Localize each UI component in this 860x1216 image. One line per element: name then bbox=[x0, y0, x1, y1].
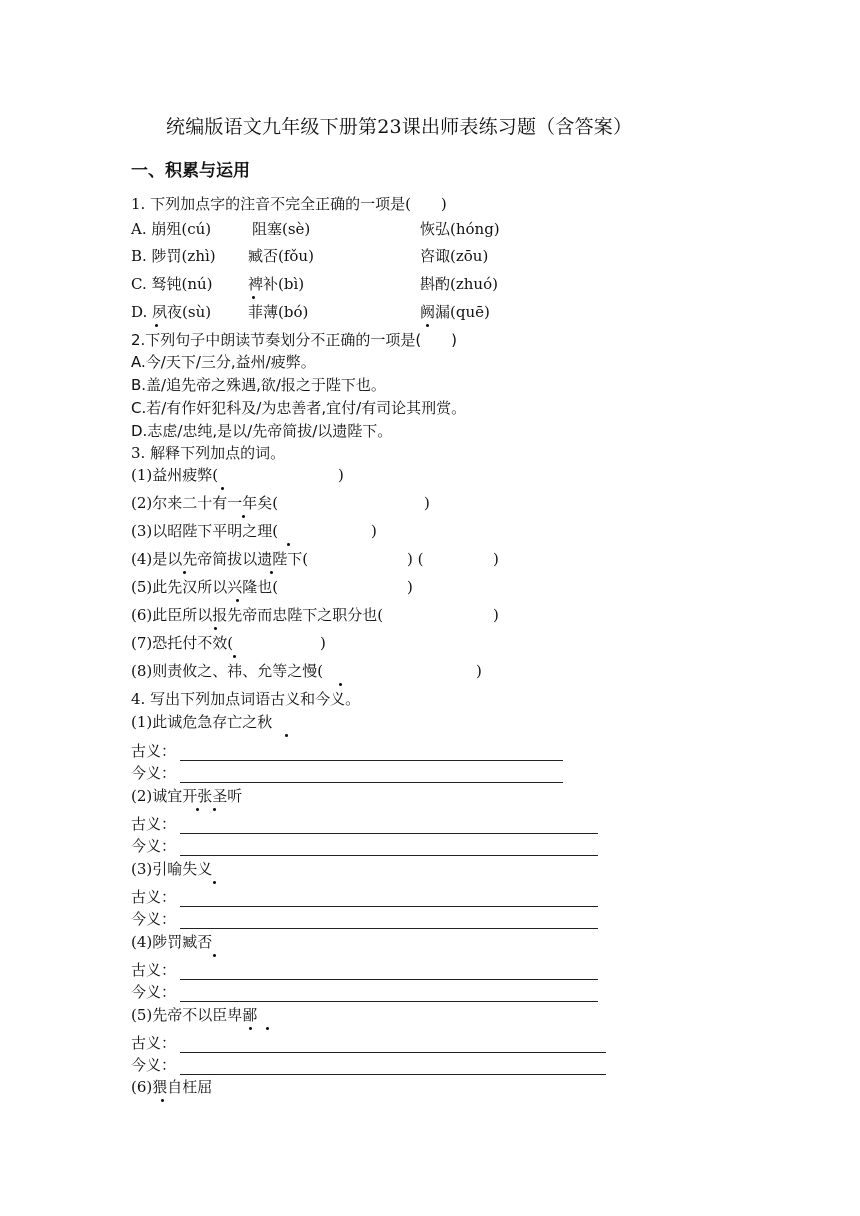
emphasis-dot bbox=[252, 296, 255, 299]
q3-item-5: (5)此先汉所以兴隆也( bbox=[131, 578, 279, 596]
q4-3-modern-label: 今义： bbox=[131, 910, 177, 928]
q1-option-c-2: 裨补(bì) bbox=[248, 275, 305, 293]
q4-1-modern-label: 今义： bbox=[131, 764, 177, 782]
q4-1-ancient-answer-line[interactable] bbox=[180, 760, 563, 761]
q4-5-ancient-label: 古义： bbox=[131, 1034, 177, 1052]
q3-item-2-close: ) bbox=[424, 494, 430, 512]
emphasis-dot bbox=[161, 1099, 164, 1102]
emphasis-dot bbox=[183, 571, 186, 574]
q4-2-ancient-answer-line[interactable] bbox=[180, 833, 598, 834]
emphasis-dot bbox=[221, 487, 224, 490]
q4-3-modern-answer-line[interactable] bbox=[180, 928, 598, 929]
q1-option-b-1: B. 陟罚(zhì) bbox=[131, 247, 216, 265]
q4-5-ancient-answer-line[interactable] bbox=[180, 1052, 606, 1053]
emphasis-dot bbox=[287, 543, 290, 546]
emphasis-dot bbox=[270, 571, 273, 574]
emphasis-dot bbox=[155, 324, 158, 327]
q4-5-modern-label: 今义： bbox=[131, 1056, 177, 1074]
q3-item-5-close: ) bbox=[407, 578, 413, 596]
q4-2-modern-answer-line[interactable] bbox=[180, 855, 598, 856]
q1-option-b-2: 臧否(fǒu) bbox=[248, 247, 314, 265]
emphasis-dot bbox=[213, 954, 216, 957]
emphasis-dot bbox=[426, 324, 429, 327]
q1-option-b-3: 咨诹(zōu) bbox=[420, 247, 489, 265]
q1-option-c-3: 斟酌(zhuó) bbox=[420, 275, 498, 293]
q4-1-ancient-label: 古义： bbox=[131, 742, 177, 760]
emphasis-dot bbox=[236, 599, 239, 602]
q3-item-1-close: ) bbox=[338, 466, 344, 484]
question-1-stem: 1. 下列加点字的注音不完全正确的一项是( ) bbox=[131, 195, 447, 213]
q4-3-ancient-label: 古义： bbox=[131, 888, 177, 906]
q1-option-d-1: D. 夙夜(sù) bbox=[131, 303, 212, 321]
q4-1-modern-answer-line[interactable] bbox=[180, 782, 563, 783]
emphasis-dot bbox=[196, 808, 199, 811]
q4-item-4: (4)陟罚臧否 bbox=[131, 933, 213, 951]
q1-option-c-1: C. 驽钝(nú) bbox=[131, 275, 213, 293]
q1-option-d-2: 菲薄(bó) bbox=[248, 303, 309, 321]
q1-option-a-1: A. 崩殂(cú) bbox=[131, 220, 212, 238]
emphasis-dot bbox=[213, 808, 216, 811]
q3-item-6-close: ) bbox=[493, 606, 499, 624]
section-heading: 一、积累与运用 bbox=[131, 161, 250, 181]
q1-option-d-3: 阙漏(quē) bbox=[420, 303, 490, 321]
q4-4-ancient-answer-line[interactable] bbox=[180, 979, 598, 980]
q3-item-8: (8)则责攸之、祎、允等之慢( bbox=[131, 662, 324, 680]
emphasis-dot bbox=[214, 627, 217, 630]
question-2-stem: 2.下列句子中朗读节奏划分不正确的一项是( ) bbox=[131, 331, 458, 349]
q3-item-4-close: ) bbox=[493, 550, 499, 568]
q3-item-4-mid: ) ( bbox=[407, 550, 424, 568]
q3-item-7-close: ) bbox=[320, 634, 326, 652]
q3-item-8-close: ) bbox=[476, 662, 482, 680]
q3-item-3: (3)以昭陛下平明之理( bbox=[131, 522, 279, 540]
emphasis-dot bbox=[213, 881, 216, 884]
q1-option-a-3: 恢弘(hóng) bbox=[420, 220, 500, 238]
q2-option-d: D.志虑/忠纯,是以/先帝简拔/以遗陛下。 bbox=[131, 422, 393, 440]
q2-option-c: C.若/有作奸犯科及/为忠善者,宜付/有司论其刑赏。 bbox=[131, 399, 467, 417]
emphasis-dot bbox=[339, 683, 342, 686]
q3-item-4: (4)是以先帝简拔以遗陛下( bbox=[131, 550, 309, 568]
emphasis-dot bbox=[242, 515, 245, 518]
q3-item-2: (2)尔来二十有一年矣( bbox=[131, 494, 279, 512]
q4-4-modern-answer-line[interactable] bbox=[180, 1001, 598, 1002]
q2-option-a: A.今/天下/三分,益州/疲弊。 bbox=[131, 353, 316, 371]
q3-item-7: (7)恐托付不效( bbox=[131, 634, 234, 652]
q3-item-6: (6)此臣所以报先帝而忠陛下之职分也( bbox=[131, 606, 384, 624]
q1-option-a-2: 阻塞(sè) bbox=[252, 220, 311, 238]
q3-item-3-close: ) bbox=[371, 522, 377, 540]
q4-3-ancient-answer-line[interactable] bbox=[180, 906, 598, 907]
q4-item-2: (2)诚宜开张圣听 bbox=[131, 787, 243, 805]
question-3-stem: 3. 解释下列加点的词。 bbox=[131, 444, 286, 462]
q4-4-ancient-label: 古义： bbox=[131, 961, 177, 979]
emphasis-dot bbox=[266, 1027, 269, 1030]
q4-2-modern-label: 今义： bbox=[131, 837, 177, 855]
q3-item-1: (1)益州疲弊( bbox=[131, 466, 219, 484]
emphasis-dot bbox=[233, 655, 236, 658]
q2-option-b: B.盖/追先帝之殊遇,欲/报之于陛下也。 bbox=[131, 376, 386, 394]
emphasis-dot bbox=[285, 734, 288, 737]
q4-item-3: (3)引喻失义 bbox=[131, 860, 213, 878]
question-4-stem: 4. 写出下列加点词语古义和今义。 bbox=[131, 690, 361, 708]
q4-2-ancient-label: 古义： bbox=[131, 815, 177, 833]
q4-item-1: (1)此诚危急存亡之秋 bbox=[131, 713, 273, 731]
emphasis-dot bbox=[249, 1027, 252, 1030]
q4-item-5: (5)先帝不以臣卑鄙 bbox=[131, 1006, 258, 1024]
document-title: 统编版语文九年级下册第23课出师表练习题（含答案） bbox=[166, 116, 633, 138]
q4-item-6: (6)猥自枉屈 bbox=[131, 1078, 213, 1096]
q4-5-modern-answer-line[interactable] bbox=[180, 1074, 606, 1075]
q4-4-modern-label: 今义： bbox=[131, 983, 177, 1001]
